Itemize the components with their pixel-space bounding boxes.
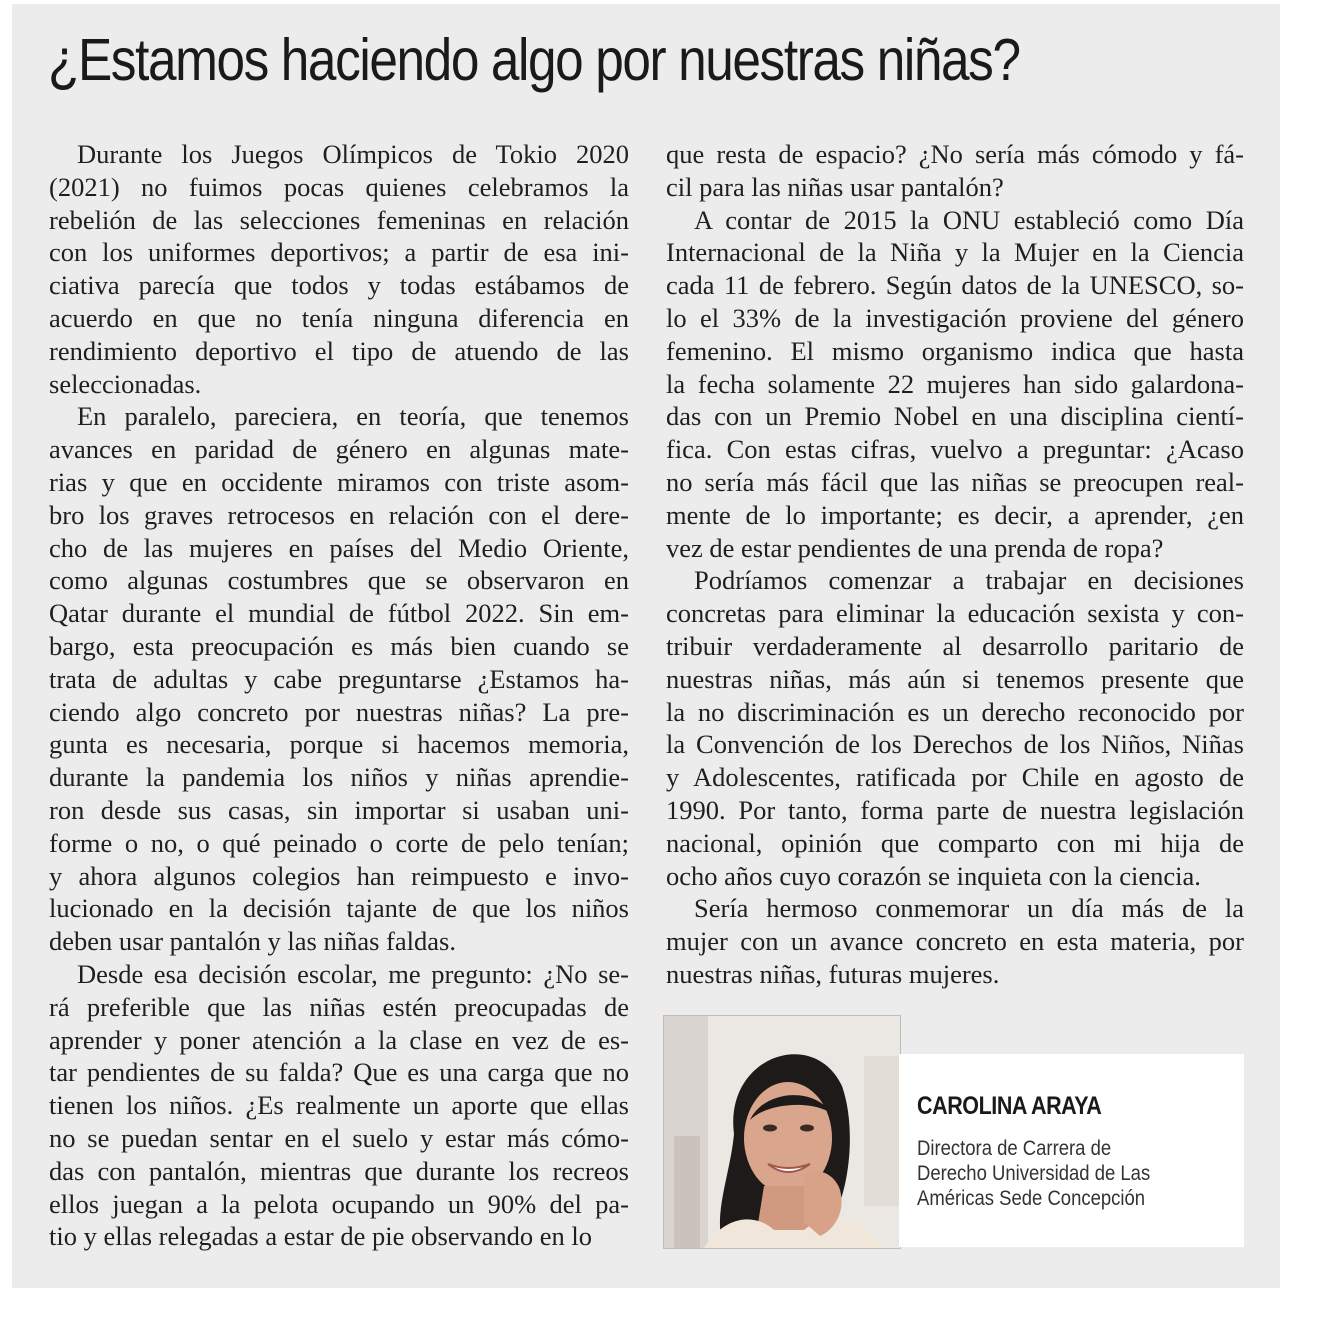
text-line: y Adolescentes, ratificada por Chile en agosto de	[666, 762, 1244, 793]
text-line: Internacional de la Niña y la Mujer en la Ciencia	[666, 237, 1244, 268]
text-line: avances en paridad de género en algunas mate-	[49, 434, 629, 465]
text-line: A contar de 2015 la ONU estableció como Día	[694, 204, 1244, 235]
headline: ¿Estamos haciendo algo por nuestras niñas?	[48, 27, 1020, 93]
text-line: vez de estar pendientes de una prenda de ropa?	[666, 532, 1164, 563]
text-line: Sería hermoso conmemorar un día más de la	[694, 893, 1244, 924]
text-line: tribuir verdaderamente al desarrollo paritario de	[666, 630, 1244, 661]
text-line: y ahora algunos colegios han reimpuesto e invo-	[49, 860, 629, 891]
text-line: fica. Con estas cifras, vuelvo a preguntar: ¿Acaso	[666, 434, 1244, 465]
text-line: como algunas costumbres que se observaron en	[49, 565, 629, 596]
text-line: Qatar durante el mundial de fútbol 2022. Sin em-	[49, 598, 629, 629]
text-line: mujer con un avance concreto en esta materia, por	[666, 926, 1244, 957]
author-photo	[663, 1015, 901, 1249]
author-box	[899, 1054, 1244, 1247]
text-line: tienen los niños. ¿Es realmente un aporte que ellas	[49, 1090, 629, 1121]
text-line: nuestras niñas, más aún si tenemos presente que	[666, 663, 1244, 694]
article-paragraph	[666, 892, 1244, 990]
text-line: que resta de espacio? ¿No sería más cómodo y fá-	[666, 139, 1244, 169]
text-line: lo el 33% de la investigación proviene del género	[666, 302, 1244, 333]
text-line: trata de adultas y cabe preguntarse ¿Estamos ha-	[49, 663, 629, 694]
text-line: Desde esa decisión escolar, me pregunto: ¿No se-	[77, 958, 629, 989]
text-line: bro los graves retrocesos en relación con el dere-	[49, 499, 629, 530]
text-line: cada 11 de febrero. Según datos de la UNESCO, so-	[666, 270, 1244, 301]
text-line: rias y que en occidente miramos con triste asom-	[49, 466, 629, 497]
article-paragraph	[666, 204, 1244, 565]
text-line: la no discriminación es un derecho reconocido por	[666, 696, 1244, 727]
author-role-line: Américas Sede Concepción	[917, 1187, 1146, 1210]
text-line: ellos juegan a la pelota ocupando un 90% del pa-	[49, 1188, 629, 1219]
author-role	[917, 1136, 1237, 1211]
right-column	[666, 138, 1244, 991]
text-line: En paralelo, pareciera, en teoría, que tenemos	[77, 401, 629, 432]
article-paragraph	[49, 138, 629, 400]
text-line: gunta es necesaria, porque si hacemos memoria,	[49, 729, 629, 760]
left-column	[49, 138, 629, 1253]
author-name: CAROLINA ARAYA	[917, 1092, 1102, 1120]
text-line: das con pantalón, mientras que durante los recreos	[49, 1155, 629, 1186]
text-line: 1990. Por tanto, forma parte de nuestra legislación	[666, 794, 1244, 825]
text-line: no sería más fácil que las niñas se preocupen real-	[666, 466, 1244, 497]
text-line: acuerdo en que no tenía ninguna diferencia en	[49, 302, 629, 333]
text-line: Durante los Juegos Olímpicos de Tokio 2020	[77, 139, 629, 169]
text-line: mente de lo importante; es decir, a aprender, ¿en	[666, 499, 1244, 530]
text-line: Podríamos comenzar a trabajar en decisiones	[694, 565, 1244, 596]
text-line: ron desde sus casas, sin importar si usaban uni-	[49, 794, 629, 825]
text-line: ocho años cuyo corazón se inquieta con la ciencia.	[666, 860, 1201, 891]
text-line: concretas para eliminar la educación sexista y con-	[666, 598, 1244, 629]
author-role-line: Directora de Carrera de	[917, 1137, 1112, 1160]
text-line: cil para las niñas usar pantalón?	[666, 171, 1004, 202]
text-line: bargo, esta preocupación es más bien cuando se	[49, 630, 629, 661]
text-line: seleccionadas.	[49, 368, 202, 399]
text-line: das con un Premio Nobel en una disciplina cientí-	[666, 401, 1244, 432]
article-paragraph	[666, 564, 1244, 892]
text-line: femenino. El mismo organismo indica que hasta	[666, 335, 1244, 366]
text-line: no se puedan sentar en el suelo y estar más cómo-	[49, 1122, 629, 1153]
text-line: con los uniformes deportivos; a partir de esa ini-	[49, 237, 629, 268]
text-line: ciendo algo concreto por nuestras niñas? La pre-	[49, 696, 629, 727]
text-line: lucionado en la decisión tajante de que los niños	[49, 893, 629, 924]
text-line: nuestras niñas, futuras mujeres.	[666, 958, 1000, 989]
text-line: cho de las mujeres en países del Medio Oriente,	[49, 532, 629, 563]
text-line: (2021) no fuimos pocas quienes celebramos la	[49, 171, 629, 202]
text-line: durante la pandemia los niños y niñas aprendie-	[49, 762, 629, 793]
article-paragraph	[49, 958, 629, 1253]
text-line: la Convención de los Derechos de los Niños, Niñas	[666, 729, 1244, 760]
article-paragraph	[49, 400, 629, 958]
text-line: forme o no, o qué peinado o corte de pelo tenían;	[49, 827, 629, 858]
author-portrait-image	[664, 1016, 900, 1248]
article-paragraph	[666, 138, 1244, 204]
text-line: rendimiento deportivo el tipo de atuendo de las	[49, 335, 629, 366]
text-line: deben usar pantalón y las niñas faldas.	[49, 926, 456, 957]
text-line: nacional, opinión que comparto con mi hija de	[666, 827, 1244, 858]
text-line: rebelión de las selecciones femeninas en relación	[49, 204, 629, 235]
author-role-line: Derecho Universidad de Las	[917, 1162, 1151, 1185]
text-line: rá preferible que las niñas estén preocupadas de	[49, 991, 629, 1022]
text-line: ciativa parecía que todos y todas estábamos de	[49, 270, 629, 301]
text-line: la fecha solamente 22 mujeres han sido galardona-	[666, 368, 1244, 399]
text-line: aprender y poner atención a la clase en vez de es-	[49, 1024, 629, 1055]
text-line: tio y ellas relegadas a estar de pie observando en lo	[49, 1221, 593, 1252]
text-line: tar pendientes de su falda? Que es una carga que no	[49, 1057, 629, 1088]
